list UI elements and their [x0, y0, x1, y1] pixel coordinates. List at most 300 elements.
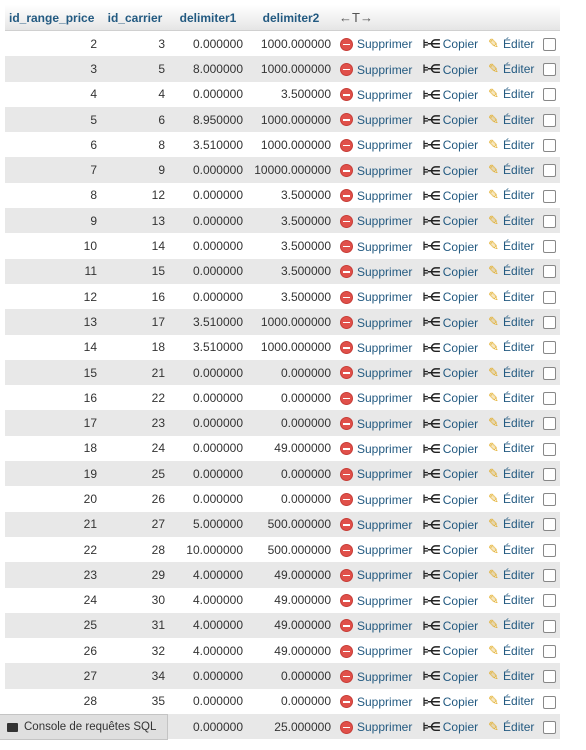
edit-button[interactable]	[483, 208, 539, 233]
edit-label: Éditer	[503, 441, 535, 456]
edit-button[interactable]	[483, 385, 539, 410]
pencil-icon: ✎	[488, 162, 500, 178]
table-row	[5, 157, 560, 182]
cell-id-range-price[interactable]: 7	[5, 157, 101, 182]
row-select-cell	[539, 537, 560, 562]
copy-button[interactable]	[417, 461, 483, 486]
row-select-checkbox[interactable]	[543, 696, 556, 709]
cell-delimiter1[interactable]: 0.000000	[169, 436, 247, 461]
edit-label: Éditer	[503, 416, 535, 431]
edit-label: Éditer	[503, 239, 535, 254]
delete-button[interactable]	[335, 486, 417, 511]
cell-delimiter2[interactable]: 49.000000	[247, 562, 335, 587]
row-select-cell	[539, 385, 560, 410]
row-select-checkbox[interactable]	[543, 164, 556, 177]
row-select-checkbox[interactable]	[543, 265, 556, 278]
copy-label: Copier	[442, 441, 479, 456]
copy-icon: ⊧⋲	[422, 315, 439, 330]
edit-button[interactable]	[483, 436, 539, 461]
row-select-checkbox[interactable]	[543, 392, 556, 405]
cell-id-range-price[interactable]: 2	[5, 31, 101, 57]
delete-button[interactable]	[335, 638, 417, 663]
delete-button[interactable]	[335, 208, 417, 233]
cell-delimiter1[interactable]: 3.510000	[169, 132, 247, 157]
cell-id-range-price[interactable]: 20	[5, 486, 101, 511]
cell-delimiter2[interactable]: 0.000000	[247, 385, 335, 410]
copy-icon: ⊧⋲	[422, 188, 439, 203]
cell-delimiter2[interactable]: 3.500000	[247, 233, 335, 258]
copy-label: Copier	[442, 467, 479, 482]
cell-delimiter1[interactable]: 0.000000	[169, 31, 247, 57]
cell-id-carrier[interactable]: 3	[101, 31, 169, 57]
cell-id-range-price[interactable]: 8	[5, 183, 101, 208]
row-select-checkbox[interactable]	[543, 215, 556, 228]
delete-button[interactable]	[335, 259, 417, 284]
cell-delimiter1[interactable]: 0.000000	[169, 82, 247, 107]
pencil-icon: ✎	[488, 566, 500, 582]
row-select-checkbox[interactable]	[543, 139, 556, 152]
delete-label: Supprimer	[357, 239, 413, 254]
cell-delimiter2[interactable]: 3.500000	[247, 208, 335, 233]
edit-label: Éditer	[503, 694, 535, 709]
delete-icon	[340, 316, 353, 329]
edit-label: Éditer	[503, 491, 535, 506]
row-select-checkbox[interactable]	[543, 291, 556, 304]
pencil-icon: ✎	[488, 364, 500, 380]
row-select-checkbox[interactable]	[543, 670, 556, 683]
cell-delimiter2[interactable]: 3.500000	[247, 183, 335, 208]
cell-delimiter2[interactable]: 1000.000000	[247, 309, 335, 334]
cell-delimiter2[interactable]: 49.000000	[247, 588, 335, 613]
edit-button[interactable]	[483, 183, 539, 208]
edit-button[interactable]	[483, 486, 539, 511]
cell-delimiter1[interactable]: 4.000000	[169, 562, 247, 587]
copy-label: Copier	[442, 188, 479, 203]
pencil-icon: ✎	[488, 693, 500, 709]
delete-icon	[340, 442, 353, 455]
cell-delimiter2[interactable]: 49.000000	[247, 613, 335, 638]
cell-delimiter1[interactable]: 4.000000	[169, 588, 247, 613]
row-select-checkbox[interactable]	[543, 316, 556, 329]
cell-id-range-price[interactable]: 6	[5, 132, 101, 157]
cell-delimiter1[interactable]: 0.000000	[169, 183, 247, 208]
cell-delimiter2[interactable]: 500.000000	[247, 537, 335, 562]
row-select-cell	[539, 663, 560, 688]
column-header-delimiter2[interactable]: delimiter2	[247, 5, 335, 31]
cell-id-carrier[interactable]: 14	[101, 233, 169, 258]
cell-delimiter2[interactable]: 0.000000	[247, 486, 335, 511]
copy-button[interactable]	[417, 157, 483, 182]
copy-button[interactable]	[417, 56, 483, 81]
cell-id-carrier[interactable]: 32	[101, 638, 169, 663]
cell-id-range-price[interactable]: 11	[5, 259, 101, 284]
cell-id-carrier[interactable]: 35	[101, 689, 169, 714]
cell-delimiter2[interactable]: 0.000000	[247, 360, 335, 385]
pencil-icon: ✎	[488, 339, 500, 355]
row-select-checkbox[interactable]	[543, 594, 556, 607]
table-row	[5, 512, 560, 537]
sql-console-toggle[interactable]	[0, 714, 168, 740]
column-header-delimiter1[interactable]: delimiter1	[169, 5, 247, 31]
cell-id-carrier[interactable]: 26	[101, 486, 169, 511]
row-select-checkbox[interactable]	[543, 417, 556, 430]
table-row	[5, 360, 560, 385]
cell-delimiter1[interactable]: 0.000000	[169, 689, 247, 714]
cell-id-carrier[interactable]: 9	[101, 157, 169, 182]
cell-id-carrier[interactable]: 29	[101, 562, 169, 587]
cell-id-range-price[interactable]: 17	[5, 410, 101, 435]
cell-id-carrier[interactable]: 30	[101, 588, 169, 613]
cell-delimiter1[interactable]: 8.000000	[169, 56, 247, 81]
table-row	[5, 385, 560, 410]
cell-delimiter2[interactable]: 3.500000	[247, 82, 335, 107]
pencil-icon: ✎	[488, 389, 500, 405]
copy-icon: ⊧⋲	[422, 568, 439, 583]
cell-delimiter2[interactable]: 3.500000	[247, 259, 335, 284]
edit-button[interactable]	[483, 663, 539, 688]
cell-id-range-price[interactable]: 21	[5, 512, 101, 537]
cell-delimiter2[interactable]: 1000.000000	[247, 335, 335, 360]
cell-id-carrier[interactable]: 17	[101, 309, 169, 334]
cell-delimiter1[interactable]: 0.000000	[169, 461, 247, 486]
cell-id-carrier[interactable]: 24	[101, 436, 169, 461]
row-select-checkbox[interactable]	[543, 645, 556, 658]
edit-button[interactable]	[483, 107, 539, 132]
delete-button[interactable]	[335, 82, 417, 107]
table-row	[5, 689, 560, 714]
row-select-cell	[539, 436, 560, 461]
delete-button[interactable]	[335, 56, 417, 81]
delete-button[interactable]	[335, 360, 417, 385]
delete-label: Supprimer	[357, 644, 413, 659]
edit-button[interactable]	[483, 689, 539, 714]
cell-id-range-price[interactable]: 14	[5, 335, 101, 360]
delete-button[interactable]	[335, 284, 417, 309]
row-select-checkbox[interactable]	[543, 38, 556, 51]
copy-icon: ⊧⋲	[422, 644, 439, 659]
row-select-checkbox[interactable]	[543, 114, 556, 127]
copy-button[interactable]	[417, 689, 483, 714]
cell-id-carrier[interactable]: 21	[101, 360, 169, 385]
edit-button[interactable]	[483, 335, 539, 360]
cell-delimiter1[interactable]: 3.510000	[169, 335, 247, 360]
cell-id-carrier[interactable]: 31	[101, 613, 169, 638]
copy-label: Copier	[442, 416, 479, 431]
table-row	[5, 82, 560, 107]
delete-button[interactable]	[335, 537, 417, 562]
edit-button[interactable]	[483, 56, 539, 81]
edit-button[interactable]	[483, 613, 539, 638]
table-row	[5, 562, 560, 587]
cell-delimiter2[interactable]: 1000.000000	[247, 132, 335, 157]
cell-id-carrier[interactable]: 34	[101, 663, 169, 688]
copy-icon: ⊧⋲	[422, 87, 439, 102]
cell-delimiter2[interactable]: 0.000000	[247, 689, 335, 714]
cell-id-carrier[interactable]: 4	[101, 82, 169, 107]
edit-button[interactable]	[483, 562, 539, 587]
cell-id-range-price[interactable]: 4	[5, 82, 101, 107]
copy-icon: ⊧⋲	[422, 669, 439, 684]
edit-button[interactable]	[483, 309, 539, 334]
row-select-checkbox[interactable]	[543, 518, 556, 531]
table-row	[5, 132, 560, 157]
delete-icon	[340, 493, 353, 506]
cell-id-range-price[interactable]: 5	[5, 107, 101, 132]
copy-button[interactable]	[417, 233, 483, 258]
table-row	[5, 638, 560, 663]
pencil-icon: ✎	[488, 617, 500, 633]
row-select-checkbox[interactable]	[543, 620, 556, 633]
edit-button[interactable]	[483, 132, 539, 157]
cell-id-range-price[interactable]: 28	[5, 689, 101, 714]
delete-button[interactable]	[335, 335, 417, 360]
edit-label: Éditer	[503, 466, 535, 481]
copy-button[interactable]	[417, 663, 483, 688]
delete-button[interactable]	[335, 233, 417, 258]
delete-button[interactable]	[335, 385, 417, 410]
cell-delimiter1[interactable]: 0.000000	[169, 208, 247, 233]
pencil-icon: ✎	[488, 86, 500, 102]
copy-label: Copier	[442, 315, 479, 330]
delete-button[interactable]	[335, 31, 417, 57]
cell-delimiter1[interactable]: 0.000000	[169, 157, 247, 182]
row-select-checkbox[interactable]	[543, 493, 556, 506]
cell-delimiter2[interactable]: 0.000000	[247, 663, 335, 688]
row-select-checkbox[interactable]	[543, 468, 556, 481]
edit-button[interactable]	[483, 537, 539, 562]
edit-button[interactable]	[483, 410, 539, 435]
cell-delimiter1[interactable]: 8.950000	[169, 107, 247, 132]
cell-id-range-price[interactable]: 19	[5, 461, 101, 486]
delete-button[interactable]	[335, 157, 417, 182]
edit-button[interactable]	[483, 82, 539, 107]
cell-delimiter1[interactable]: 10.000000	[169, 537, 247, 562]
cell-id-range-price[interactable]: 3	[5, 56, 101, 81]
delete-label: Supprimer	[357, 416, 413, 431]
row-select-checkbox[interactable]	[543, 63, 556, 76]
pencil-icon: ✎	[488, 60, 500, 76]
cell-delimiter1[interactable]: 0.000000	[169, 714, 247, 739]
edit-button[interactable]	[483, 157, 539, 182]
cell-delimiter2[interactable]: 1000.000000	[247, 31, 335, 57]
cell-delimiter1[interactable]: 0.000000	[169, 360, 247, 385]
delete-button[interactable]	[335, 309, 417, 334]
cell-id-carrier[interactable]: 25	[101, 461, 169, 486]
delete-button[interactable]	[335, 613, 417, 638]
cell-id-range-price[interactable]: 12	[5, 284, 101, 309]
cell-id-range-price[interactable]: 22	[5, 537, 101, 562]
row-select-cell	[539, 360, 560, 385]
delete-label: Supprimer	[357, 391, 413, 406]
copy-label: Copier	[442, 264, 479, 279]
cell-delimiter2[interactable]: 25.000000	[247, 714, 335, 739]
copy-button[interactable]	[417, 486, 483, 511]
delete-button[interactable]	[335, 562, 417, 587]
cell-delimiter1[interactable]: 0.000000	[169, 486, 247, 511]
copy-button[interactable]	[417, 132, 483, 157]
row-select-checkbox[interactable]	[543, 544, 556, 557]
delete-icon	[340, 721, 353, 734]
cell-delimiter1[interactable]: 0.000000	[169, 284, 247, 309]
copy-icon: ⊧⋲	[422, 694, 439, 709]
delete-label: Supprimer	[357, 138, 413, 153]
row-select-checkbox[interactable]	[543, 443, 556, 456]
row-select-checkbox[interactable]	[543, 190, 556, 203]
copy-button[interactable]	[417, 537, 483, 562]
cell-id-carrier[interactable]: 13	[101, 208, 169, 233]
copy-button[interactable]	[417, 613, 483, 638]
copy-button[interactable]	[417, 562, 483, 587]
cell-delimiter2[interactable]: 10000.000000	[247, 157, 335, 182]
row-select-cell	[539, 410, 560, 435]
delete-icon	[340, 619, 353, 632]
cell-delimiter2[interactable]: 0.000000	[247, 461, 335, 486]
copy-button[interactable]	[417, 284, 483, 309]
edit-button[interactable]	[483, 259, 539, 284]
cell-delimiter2[interactable]: 500.000000	[247, 512, 335, 537]
copy-label: Copier	[442, 593, 479, 608]
cell-id-range-price[interactable]: 9	[5, 208, 101, 233]
copy-button[interactable]	[417, 714, 483, 739]
cell-delimiter1[interactable]: 0.000000	[169, 233, 247, 258]
cell-delimiter2[interactable]: 1000.000000	[247, 107, 335, 132]
cell-id-carrier[interactable]: 8	[101, 132, 169, 157]
copy-button[interactable]	[417, 259, 483, 284]
edit-button[interactable]	[483, 588, 539, 613]
copy-icon: ⊧⋲	[422, 163, 439, 178]
cell-delimiter1[interactable]: 3.510000	[169, 309, 247, 334]
row-select-checkbox[interactable]	[543, 240, 556, 253]
edit-button[interactable]	[483, 284, 539, 309]
delete-button[interactable]	[335, 107, 417, 132]
column-header-id-carrier[interactable]: id_carrier	[101, 5, 169, 31]
delete-icon	[340, 215, 353, 228]
cell-id-carrier[interactable]: 23	[101, 410, 169, 435]
delete-label: Supprimer	[357, 112, 413, 127]
copy-button[interactable]	[417, 183, 483, 208]
delete-button[interactable]	[335, 461, 417, 486]
cell-delimiter1[interactable]: 4.000000	[169, 613, 247, 638]
copy-button[interactable]	[417, 107, 483, 132]
delete-button[interactable]	[335, 689, 417, 714]
copy-button[interactable]	[417, 385, 483, 410]
cell-delimiter1[interactable]: 0.000000	[169, 663, 247, 688]
delete-button[interactable]	[335, 663, 417, 688]
cell-id-range-price[interactable]: 26	[5, 638, 101, 663]
delete-button[interactable]	[335, 410, 417, 435]
cell-delimiter2[interactable]: 1000.000000	[247, 56, 335, 81]
cell-id-carrier[interactable]: 12	[101, 183, 169, 208]
copy-button[interactable]	[417, 309, 483, 334]
column-nav-arrows[interactable]: ←T→	[335, 5, 560, 31]
row-select-cell	[539, 208, 560, 233]
copy-label: Copier	[442, 391, 479, 406]
cell-delimiter2[interactable]: 0.000000	[247, 410, 335, 435]
cell-delimiter1[interactable]: 0.000000	[169, 410, 247, 435]
delete-button[interactable]	[335, 183, 417, 208]
cell-id-carrier[interactable]: 22	[101, 385, 169, 410]
cell-id-carrier[interactable]: 15	[101, 259, 169, 284]
copy-icon: ⊧⋲	[422, 618, 439, 633]
row-select-checkbox[interactable]	[543, 569, 556, 582]
delete-label: Supprimer	[357, 214, 413, 229]
edit-button[interactable]	[483, 31, 539, 57]
delete-button[interactable]	[335, 436, 417, 461]
copy-button[interactable]	[417, 410, 483, 435]
cell-id-carrier[interactable]: 16	[101, 284, 169, 309]
cell-delimiter2[interactable]: 3.500000	[247, 284, 335, 309]
row-select-checkbox[interactable]	[543, 721, 556, 734]
cell-id-carrier[interactable]: 28	[101, 537, 169, 562]
cell-id-range-price[interactable]: 27	[5, 663, 101, 688]
cell-delimiter1[interactable]: 4.000000	[169, 638, 247, 663]
cell-delimiter1[interactable]: 0.000000	[169, 385, 247, 410]
copy-icon: ⊧⋲	[422, 492, 439, 507]
copy-button[interactable]	[417, 82, 483, 107]
copy-label: Copier	[442, 214, 479, 229]
copy-button[interactable]	[417, 335, 483, 360]
row-select-cell	[539, 107, 560, 132]
edit-button[interactable]	[483, 714, 539, 739]
cell-id-carrier[interactable]: 6	[101, 107, 169, 132]
edit-button[interactable]	[483, 461, 539, 486]
cell-delimiter2[interactable]: 49.000000	[247, 436, 335, 461]
cell-delimiter1[interactable]: 5.000000	[169, 512, 247, 537]
copy-button[interactable]	[417, 588, 483, 613]
edit-button[interactable]	[483, 638, 539, 663]
cell-id-range-price[interactable]: 13	[5, 309, 101, 334]
edit-button[interactable]	[483, 512, 539, 537]
delete-button[interactable]	[335, 132, 417, 157]
copy-button[interactable]	[417, 31, 483, 57]
row-select-checkbox[interactable]	[543, 341, 556, 354]
edit-label: Éditer	[503, 213, 535, 228]
copy-button[interactable]	[417, 360, 483, 385]
cell-id-carrier[interactable]: 18	[101, 335, 169, 360]
copy-button[interactable]	[417, 208, 483, 233]
cell-id-range-price[interactable]: 24	[5, 588, 101, 613]
delete-button[interactable]	[335, 588, 417, 613]
cell-id-range-price[interactable]: 10	[5, 233, 101, 258]
copy-button[interactable]	[417, 436, 483, 461]
delete-icon	[340, 645, 353, 658]
cell-id-range-price[interactable]: 25	[5, 613, 101, 638]
delete-label: Supprimer	[357, 517, 413, 532]
delete-button[interactable]	[335, 512, 417, 537]
copy-button[interactable]	[417, 512, 483, 537]
cell-id-range-price[interactable]: 18	[5, 436, 101, 461]
edit-button[interactable]	[483, 360, 539, 385]
delete-label: Supprimer	[357, 163, 413, 178]
delete-button[interactable]	[335, 714, 417, 739]
edit-button[interactable]	[483, 233, 539, 258]
row-select-checkbox[interactable]	[543, 367, 556, 380]
table-row	[5, 183, 560, 208]
edit-label: Éditer	[503, 517, 535, 532]
column-header-id-range-price[interactable]: id_range_price	[5, 5, 101, 31]
row-select-checkbox[interactable]	[543, 88, 556, 101]
pencil-icon: ✎	[488, 415, 500, 431]
cell-id-range-price[interactable]: 16	[5, 385, 101, 410]
cell-delimiter2[interactable]: 49.000000	[247, 638, 335, 663]
copy-icon: ⊧⋲	[422, 416, 439, 431]
copy-button[interactable]	[417, 638, 483, 663]
cell-id-range-price[interactable]: 15	[5, 360, 101, 385]
cell-id-carrier[interactable]: 5	[101, 56, 169, 81]
cell-id-carrier[interactable]: 27	[101, 512, 169, 537]
cell-id-range-price[interactable]: 23	[5, 562, 101, 587]
cell-delimiter1[interactable]: 0.000000	[169, 259, 247, 284]
